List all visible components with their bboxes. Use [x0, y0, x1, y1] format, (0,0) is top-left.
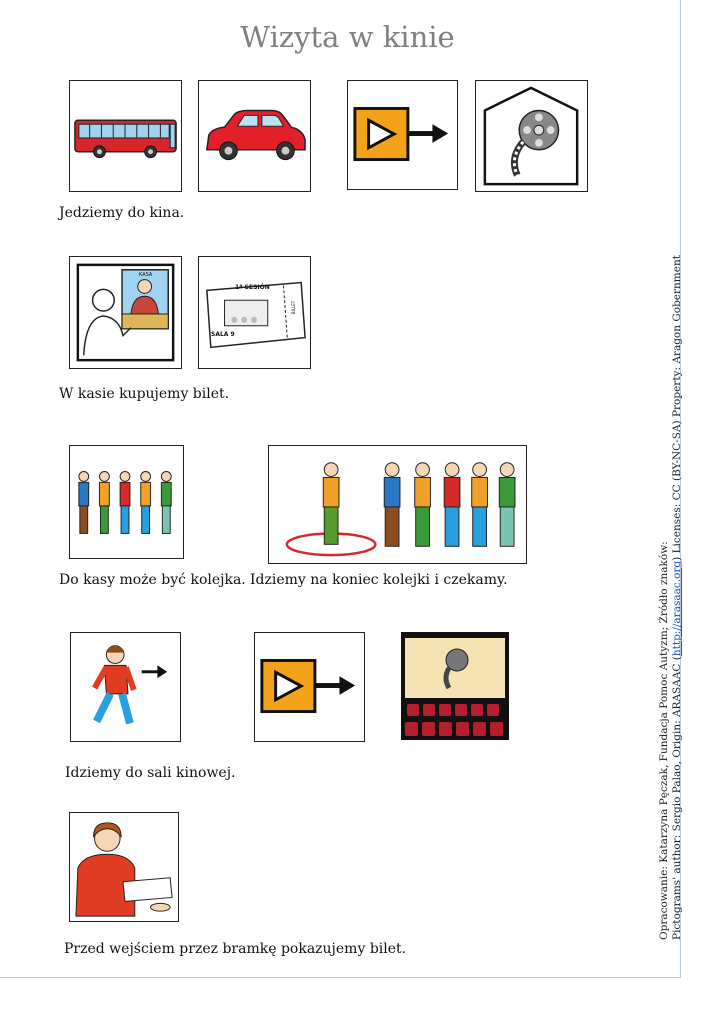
play-arrow-icon-2 [254, 632, 365, 742]
join-queue-icon [268, 445, 527, 564]
play-arrow-icon [347, 80, 458, 190]
step-3-caption-right: Idziemy na koniec kolejki i czekamy. [250, 572, 508, 588]
car-icon [198, 80, 311, 192]
credits-line-1: Opracowanie: Katarzyna Pęczak, Fundacja Pomoc Autyzm; Źródło znaków: [658, 541, 670, 940]
ticket-icon [198, 256, 311, 369]
walking-person-icon [70, 632, 181, 742]
page-title: Wizyta w kinie [240, 20, 455, 54]
ticket-hall-label: SALA 9 [211, 331, 235, 338]
step-5-caption: Przed wejściem przez bramkę pokazujemy bilet. [64, 941, 407, 957]
step-2-caption: W kasie kupujemy bilet. [59, 386, 230, 402]
credits-line-2 [671, 255, 684, 940]
credits [658, 255, 684, 940]
credits-line-2-end: ) Licenses: CC (BY-NC-SA) Property: Aragon Gobernment [671, 255, 683, 561]
arasaac-link[interactable]: http://arasaac.org [671, 560, 683, 657]
ticket-session-label: 1ª SESIÓN [235, 284, 270, 291]
show-ticket-icon [69, 812, 179, 922]
ticket-window-icon [69, 256, 182, 369]
step-1-caption: Jedziemy do kina. [59, 205, 185, 221]
credits-line-2-start: Pictograms' author: Sergio Palao, Origin: ARASAAC ( [671, 656, 683, 940]
ticket-window-sign: KASA [139, 272, 153, 278]
step-3-caption-left: Do kasy może być kolejka. [59, 572, 246, 588]
queue-icon [69, 445, 184, 559]
ticket-stub-label: BILLET [291, 300, 297, 315]
cinema-building-icon [475, 80, 588, 192]
cinema-hall-icon [401, 632, 509, 740]
step-4-caption: Idziemy do sali kinowej. [65, 765, 236, 781]
bus-icon [69, 80, 182, 192]
